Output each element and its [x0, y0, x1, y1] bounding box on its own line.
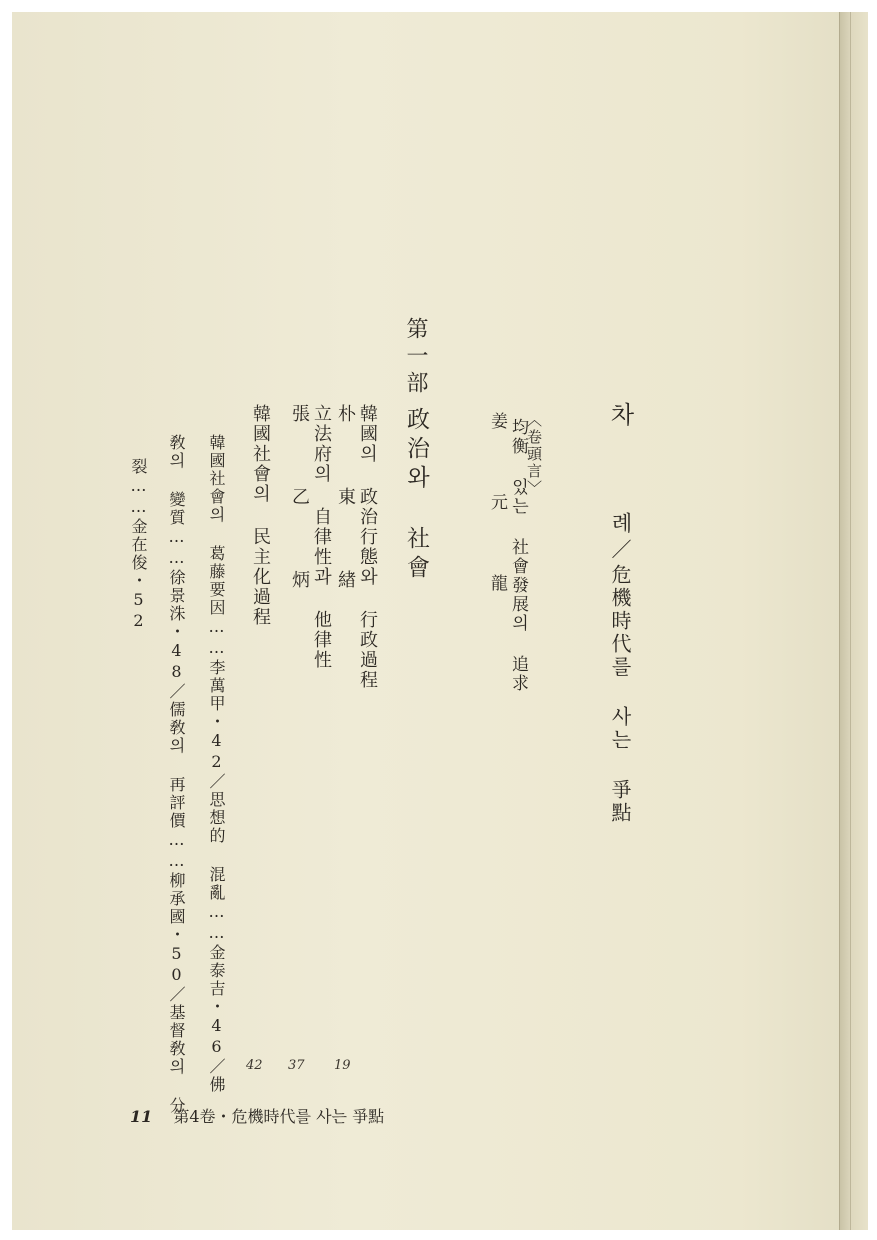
entry-author: 朴 東 緖: [335, 404, 356, 610]
entry-page: 19: [334, 1058, 351, 1073]
toc-entry: [336, 404, 376, 1074]
preface-label: 〈卷頭言〉: [525, 412, 543, 497]
entry-page: 42: [246, 1058, 263, 1073]
binding-line: [850, 12, 851, 1230]
footer-page-number: 11: [130, 1107, 153, 1126]
sub-entry-line: 裂……金在俊・52: [129, 458, 148, 632]
preface-author: 姜 元 龍: [487, 412, 507, 613]
preface-title: 均衡 있는 社會發展의 追求: [508, 418, 528, 693]
toc-title: 차: [606, 402, 634, 432]
sub-entry-line: 敎의 變質……徐景洙・48／儒敎의 再評價……柳承國・50／基督敎의 分: [167, 434, 186, 1115]
entry-title: 韓國社會의 民主化過程: [250, 404, 271, 627]
toc-separator: ／: [608, 539, 632, 561]
footer-text: 第4卷・危機時代를 사는 爭點: [173, 1107, 385, 1126]
entry-author: 張 乙 炳: [289, 404, 310, 610]
page-binding: [839, 12, 868, 1230]
entry-page: 37: [288, 1058, 305, 1073]
part-number: 第一部: [403, 317, 428, 398]
toc-subtitle: 危機時代를 사는 爭點: [608, 564, 632, 825]
entry-title: 立法府의 自律性과 他律性: [311, 404, 332, 670]
preface-entry: [488, 412, 541, 1062]
part-name: 政治와 社會: [403, 407, 429, 584]
entry-title: 韓國의 政治行態와 行政過程: [357, 404, 378, 690]
sub-entry-line: 韓國社會의 葛藤要因……李萬甲・42／思想的 混亂……金泰吉・46／佛: [207, 434, 226, 1094]
page-footer: [130, 1104, 384, 1127]
toc-title-second: 례: [609, 512, 633, 535]
toc-entry: [247, 404, 269, 1044]
toc-entry: [290, 404, 330, 1074]
book-page: [12, 12, 868, 1230]
